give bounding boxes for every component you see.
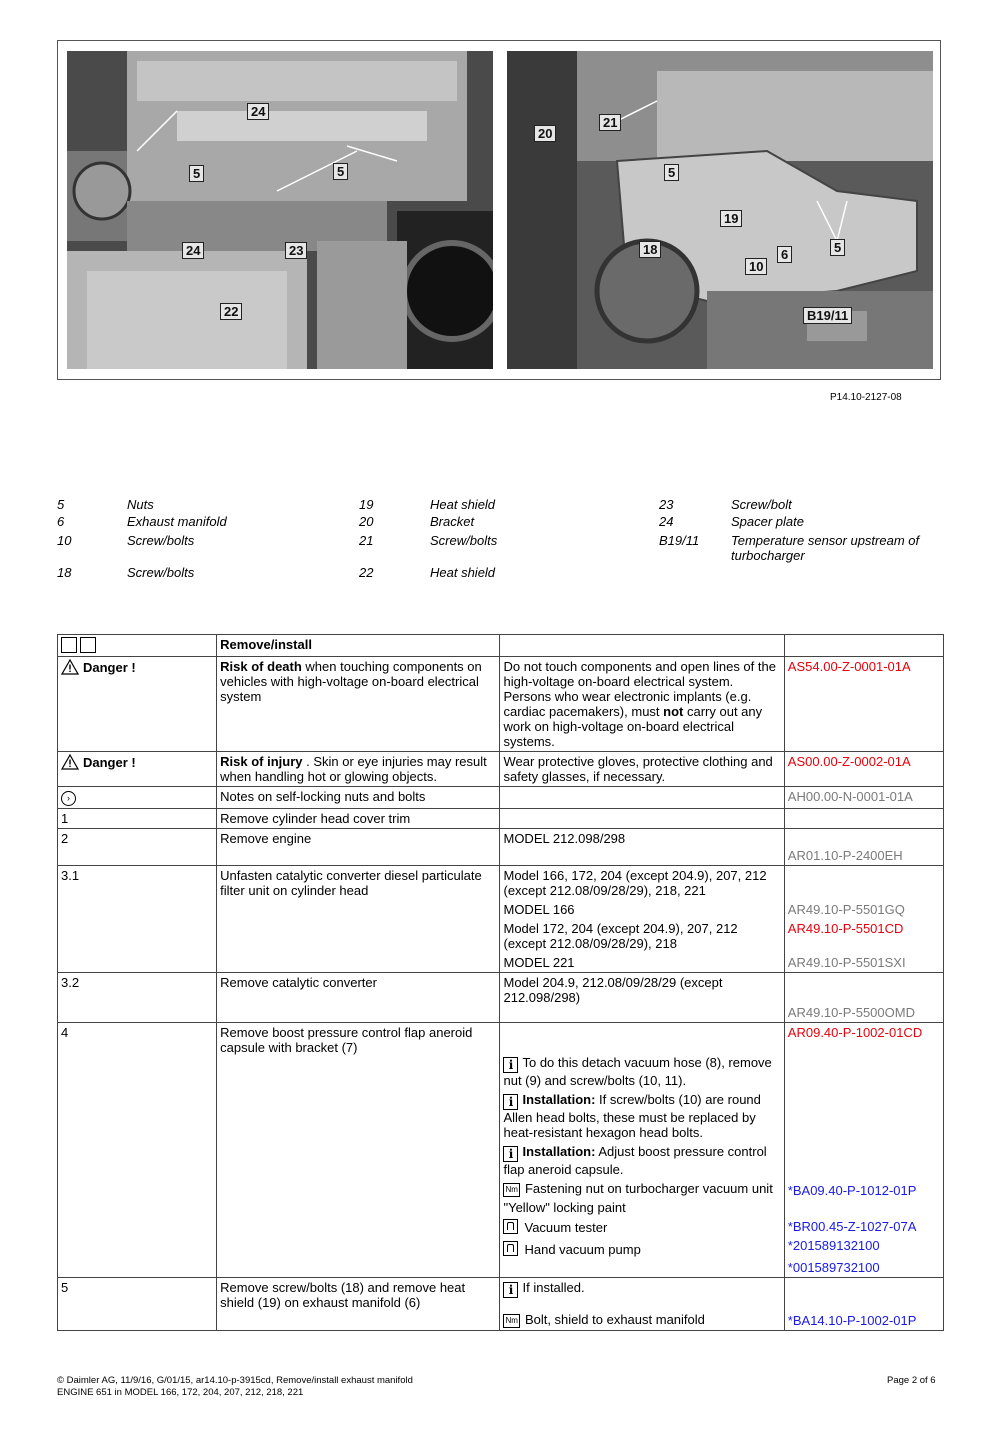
callout-10: 10 — [745, 258, 767, 275]
callout-24-bottom: 24 — [182, 242, 204, 259]
legend-num: 24 — [659, 514, 674, 529]
table-header: Remove/install — [217, 635, 500, 657]
callout-18: 18 — [639, 241, 661, 258]
legend-num: 20 — [359, 514, 374, 529]
footer-line: © Daimler AG, 11/9/16, G/01/15, ar14.10-p-3915cd, Remove/install exhaust manifold — [57, 1375, 413, 1386]
legend-num: 5 — [57, 497, 65, 512]
reference-link[interactable]: *BA14.10-P-1002-01P — [787, 1313, 917, 1328]
info-icon: i — [503, 1094, 518, 1110]
legend-desc: Bracket — [430, 514, 475, 529]
legend-desc: Nuts — [127, 497, 154, 512]
step-number: 3.2 — [58, 973, 217, 1023]
info-text: If installed. — [522, 1280, 585, 1295]
step-condition: MODEL 221 — [503, 955, 575, 970]
callout-5-upper: 5 — [664, 164, 679, 181]
install-icon — [80, 637, 96, 653]
step-condition: MODEL 212.098/298 — [500, 829, 784, 866]
reference-link[interactable]: AS00.00-Z-0002-01A — [784, 752, 943, 787]
legend-desc: Screw/bolt — [731, 497, 792, 512]
callout-23: 23 — [285, 242, 307, 259]
info-label: Installation: — [522, 1144, 596, 1159]
danger-title: Risk of death — [220, 659, 302, 674]
danger-measure: Wear protective gloves, protective clothing and safety glasses, if necessary. — [500, 752, 784, 787]
danger-label: Danger ! — [83, 659, 136, 675]
callout-6: 6 — [777, 246, 792, 263]
info-icon: i — [503, 1146, 518, 1162]
engine-figure — [57, 40, 941, 380]
engine-photo-left — [67, 51, 493, 369]
danger-text: when touching components on vehicles with high-voltage on-board electrical system — [220, 659, 482, 704]
callout-5-lower: 5 — [830, 239, 845, 256]
callout-b19-11: B19/11 — [803, 307, 852, 324]
footer-line: ENGINE 651 in MODEL 166, 172, 204, 207, 212, 218, 221 — [57, 1387, 304, 1398]
footer-info — [57, 1375, 413, 1399]
reference-link[interactable]: AH00.00-N-0001-01A — [784, 787, 943, 809]
info-icon: i — [503, 1282, 518, 1298]
reference-link[interactable]: *BR00.45-Z-1027-07A — [787, 1219, 917, 1234]
step-condition: Model 172, 204 (except 204.9), 207, 212 (except 212.08/09/28/29), 218 — [503, 921, 738, 951]
legend-desc: Heat shield — [430, 497, 496, 512]
reference-link[interactable]: *BA09.40-P-1012-01P — [787, 1183, 917, 1198]
step-text: Remove screw/bolts (18) and remove heat shield (19) on exhaust manifold (6) — [217, 1278, 500, 1331]
callout-20: 20 — [534, 125, 556, 142]
tool-text: Hand vacuum pump — [524, 1242, 641, 1257]
legend-desc: Screw/bolts — [127, 565, 195, 580]
step-condition: Model 166, 172, 204 (except 204.9), 207, 212 (except 212.08/09/28/29), 218, 221 — [503, 868, 767, 898]
legend-num: 21 — [359, 533, 374, 548]
step-number: 4 — [58, 1023, 217, 1278]
step-text: Unfasten catalytic converter diesel particulate filter unit on cylinder head — [217, 866, 500, 973]
reference-link[interactable]: AR49.10-P-5501CD — [787, 921, 904, 936]
remove-icon — [61, 637, 77, 653]
legend-desc: Screw/bolts — [127, 533, 195, 548]
legend-num: 18 — [57, 565, 72, 580]
legend-num: 22 — [359, 565, 374, 580]
table-row — [58, 657, 944, 752]
legend-num: 6 — [57, 514, 65, 529]
table-row — [58, 809, 944, 829]
legend-num: 19 — [359, 497, 374, 512]
reference-link[interactable]: AR49.10-P-5501GQ — [787, 902, 905, 917]
reference-link[interactable]: AS54.00-Z-0001-01A — [784, 657, 943, 752]
figure-code: P14.10-2127-08 — [830, 392, 902, 403]
table-row — [58, 1278, 944, 1331]
torque-text: Bolt, shield to exhaust manifold — [524, 1312, 705, 1327]
table-header-row — [58, 635, 944, 657]
reference-link[interactable]: AR01.10-P-2400EH — [787, 848, 903, 863]
callout-21: 21 — [599, 114, 621, 131]
legend-num: 10 — [57, 533, 72, 548]
danger-title: Risk of injury — [220, 754, 303, 769]
step-number: 2 — [58, 829, 217, 866]
legend-desc: Screw/bolts — [430, 533, 498, 548]
callout-5-right: 5 — [333, 163, 348, 180]
legend-desc: Exhaust manifold — [127, 514, 227, 529]
reference-link[interactable]: AR49.10-P-5500OMD — [787, 1005, 915, 1020]
step-condition: MODEL 166 — [503, 902, 575, 917]
tool-icon — [503, 1219, 518, 1234]
table-row — [58, 787, 944, 809]
tool-icon — [503, 1241, 518, 1256]
table-row — [58, 829, 944, 866]
table-row — [58, 752, 944, 787]
step-text: Remove catalytic converter — [217, 973, 500, 1023]
info-icon: i — [503, 1057, 518, 1073]
table-row — [58, 1023, 944, 1278]
callout-24-top: 24 — [247, 103, 269, 120]
callout-5-left: 5 — [189, 165, 204, 182]
table-row — [58, 973, 944, 1023]
info-text: To do this detach vacuum hose (8), remove nut (9) and screw/bolts (10, 11). — [503, 1055, 772, 1088]
torque-icon: Nm — [503, 1314, 519, 1328]
legend-num: 23 — [659, 497, 674, 512]
torque-text: Fastening nut on turbocharger vacuum unit — [524, 1181, 773, 1196]
reference-link[interactable]: AR49.10-P-5501SXI — [787, 955, 906, 970]
info-text: Adjust boost pressure control flap aneroid capsule. — [503, 1144, 767, 1177]
procedure-table — [57, 634, 944, 1331]
step-text: Remove cylinder head cover trim — [217, 809, 500, 829]
warning-triangle-icon — [61, 754, 79, 770]
step-condition: Model 204.9, 212.08/09/28/29 (except 212.098/298) — [500, 973, 784, 1023]
danger-label: Danger ! — [83, 754, 136, 770]
callout-19: 19 — [720, 210, 742, 227]
table-row — [58, 866, 944, 973]
notes-icon: › — [61, 791, 76, 806]
danger-measure-emphasis: not — [663, 704, 684, 719]
paint-text: "Yellow" locking paint — [503, 1200, 626, 1215]
step-number: 3.1 — [58, 866, 217, 973]
reference-link[interactable]: *001589732100 — [787, 1260, 880, 1275]
step-text: Remove engine — [217, 829, 500, 866]
danger-measure: carry out any work on high-voltage on-board electrical systems. — [503, 704, 763, 749]
page-number: Page 2 of 6 — [887, 1375, 936, 1386]
reference-link[interactable]: *201589132100 — [787, 1238, 880, 1253]
reference-link[interactable]: AR09.40-P-1002-01CD — [787, 1025, 923, 1040]
callout-22: 22 — [220, 303, 242, 320]
notes-text: Notes on self-locking nuts and bolts — [217, 787, 500, 809]
danger-measure: Do not touch components and open lines of the high-voltage on-board electrical system. Persons who wear electronic implants (e.g. cardiac pacemakers), must — [503, 659, 776, 719]
info-text: If screw/bolts (10) are round Allen head bolts, these must be replaced by heat-resistant hexagon head bolts. — [503, 1092, 761, 1140]
step-text: Remove boost pressure control flap aneroid capsule with bracket (7) — [217, 1023, 500, 1278]
legend-desc: Heat shield — [430, 565, 496, 580]
tool-text: Vacuum tester — [524, 1220, 608, 1235]
info-label: Installation: — [522, 1092, 596, 1107]
danger-text: . Skin or eye injuries may result when handling hot or glowing objects. — [220, 754, 487, 784]
legend-desc: Temperature sensor upstream of turbocharger — [731, 533, 920, 563]
warning-triangle-icon — [61, 659, 79, 675]
step-number: 5 — [58, 1278, 217, 1331]
legend-desc: Spacer plate — [731, 514, 804, 529]
legend-num: B19/11 — [659, 533, 700, 548]
step-number: 1 — [58, 809, 217, 829]
torque-icon: Nm — [503, 1183, 519, 1197]
